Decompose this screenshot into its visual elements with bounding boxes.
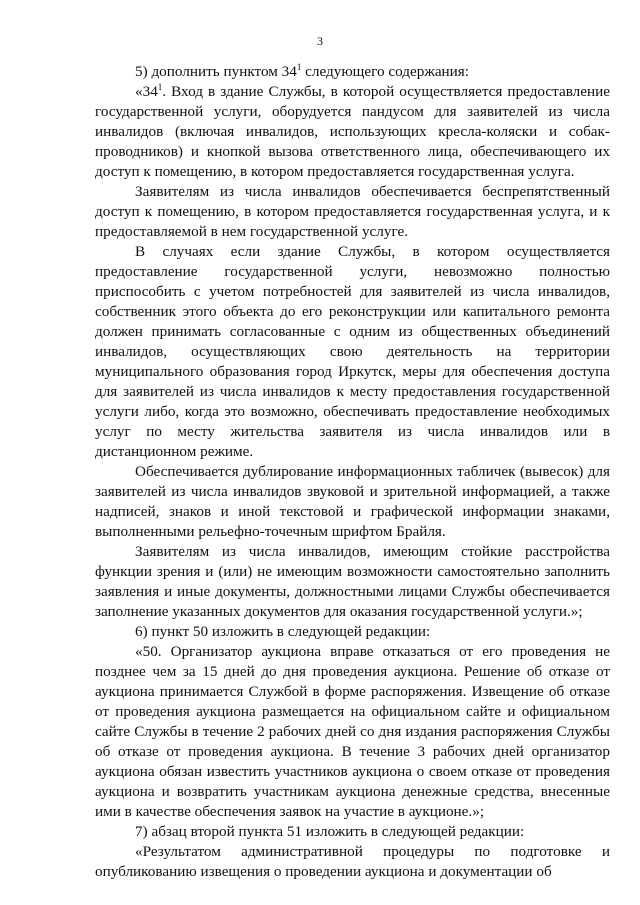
paragraph-clause-51-result: «Результатом административной процедуры по подготовке и опубликованию извещения о проведении аукциона и документации об: [95, 843, 610, 880]
paragraph-sign-duplication: Обеспечивается дублирование информационных табличек (вывесок) для заявителей из числа инвалидов звуковой и зрительной информацией, а также надписей, знаков и иной текстовой и графической информации знаками, выполненными рельефно-точечным шрифтом Брайля.: [95, 463, 610, 540]
paragraph-amendment-5: [95, 62, 610, 82]
paragraph-amendment-7: 7) абзац второй пункта 51 изложить в следующей редакции:: [135, 823, 525, 840]
paragraph-clause-34-1: [95, 82, 610, 182]
paragraph-document-assistance: Заявителям из числа инвалидов, имеющим стойкие расстройства функции зрения и (или) не имеющим возможности самостоятельно заполнить заявления и иные документы, должностными лицами Службы обеспечивается заполнение указанных документов для оказания государственной услуги.»;: [95, 543, 610, 620]
paragraph-text: «34: [135, 83, 158, 100]
paragraph-text: 5) дополнить пунктом 34: [135, 63, 297, 80]
superscript: 1: [157, 81, 163, 92]
paragraph-text: . Вход в здание Службы, в которой осуществляется предоставление государственной услуги, оборудуется пандусом для заявителей из числа инвалидов (включая инвалидов, использующих кресла-коляски и собак-проводников) и кнопкой вызова ответственного лица, обеспечивающего их доступ к помещению, в котором предоставляется государственная услуга.: [95, 83, 610, 180]
document-body: [95, 62, 610, 882]
paragraph-clause-50: «50. Организатор аукциона вправе отказаться от его проведения не позднее чем за 15 дней до дня проведения аукциона. Решение об отказе от аукциона принимается Службой в форме распоряжения. Извещение об отказе от проведения аукциона размещается на официальном сайте и официальном сайте Службы в течение 2 рабочих дней со дня издания распоряжения Службы об отказе от проведения аукциона. В течение 3 рабочих дней организатор аукциона обязан известить участников аукциона о своем отказе от проведения аукциона и возвратить участникам аукциона денежные средства, внесенные ими в качестве обеспечения заявок на участие в аукционе.»;: [95, 643, 610, 820]
superscript: 1: [296, 61, 302, 72]
paragraph-access-provision: Заявителям из числа инвалидов обеспечивается беспрепятственный доступ к помещению, в котором предоставляется государственная услуга, и к предоставляемой в нем государственной услуге.: [95, 183, 610, 240]
paragraph-amendment-6: 6) пункт 50 изложить в следующей редакции:: [135, 623, 431, 640]
page-number: 3: [317, 34, 323, 48]
paragraph-text: следующего содержания:: [301, 63, 470, 80]
paragraph-building-adaptation: В случаях если здание Службы, в котором осуществляется предоставление государственной услуги, невозможно полностью приспособить с учетом потребностей для заявителей из числа инвалидов, собственник этого объекта до его реконструкции или капитального ремонта должен принимать согласованные с одним из общественных объединений инвалидов, осуществляющих свою деятельность на территории муниципального образования город Иркутск, меры для обеспечения доступа для заявителей из числа инвалидов к месту предоставления государственной услуги либо, когда это возможно, обеспечивать предоставление необходимых услуг по месту жительства заявителя из числа инвалидов или в дистанционном режиме.: [95, 243, 610, 460]
